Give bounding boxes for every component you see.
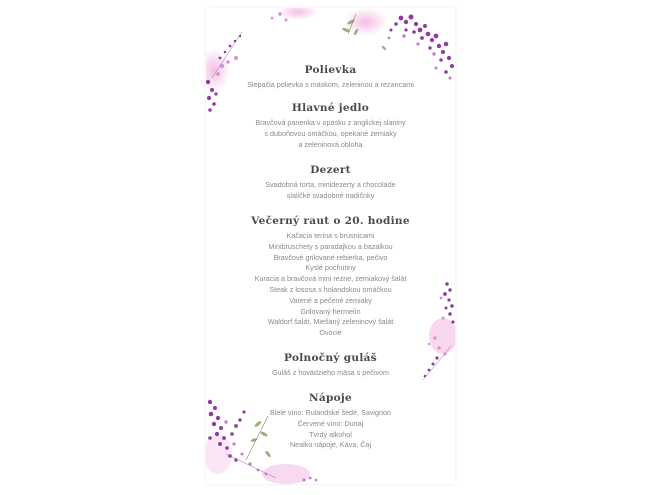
menu-item: Kyslé pochutiny xyxy=(305,263,356,273)
menu-item: a zeleninová obloha xyxy=(298,139,363,149)
section-title: Nápoje xyxy=(308,392,353,404)
section-items xyxy=(206,118,455,150)
section-title: Polievka xyxy=(304,64,357,76)
section-title: Dezert xyxy=(310,164,351,176)
menu-item: Kačacia terina s brusnicami xyxy=(286,231,375,240)
menu-item: Minibruschety s paradajkou a bazalkou xyxy=(268,241,393,251)
menu-item: Bravčová panenka v opasku z anglickej slaniny xyxy=(255,118,406,127)
menu-item: Grilovaný hermelín xyxy=(300,306,361,316)
menu-item: Nealko nápoje, Káva, Čaj xyxy=(289,440,372,450)
section-title: Hlavné jedlo xyxy=(291,102,370,114)
menu-item: Kuracia a bravčová mini rezne, zemiakový šalát xyxy=(254,274,407,284)
section-polnocny-gulas xyxy=(206,352,455,379)
section-items xyxy=(206,408,455,451)
menu-item: Tvrdý alkohol xyxy=(309,429,352,439)
section-items xyxy=(206,368,455,379)
menu-item: Waldorf šalát, Miešaný zeleninový šalát xyxy=(267,317,394,327)
section-items xyxy=(206,180,455,202)
section-items xyxy=(206,80,455,91)
menu-item: Biele víno: Rulandské šedé, Savignon xyxy=(269,408,392,417)
menu-card xyxy=(206,8,455,484)
section-items xyxy=(206,231,455,339)
section-polievka xyxy=(206,64,455,91)
section-hlavne-jedlo xyxy=(206,102,455,150)
menu-item: Bravčové grilované rebierka, pečivo xyxy=(273,252,388,262)
section-title: Polnočný guláš xyxy=(284,352,377,364)
menu-item: Ovocie xyxy=(319,328,342,338)
menu-item: Svadobná torta, minidezerty a chocolade xyxy=(265,180,396,189)
menu-item: Guláš z hovädzieho mäsa s pečivom xyxy=(271,368,390,377)
menu-item: s duboňovou omáčkou, opekané zemiaky xyxy=(264,128,397,138)
menu-item: slaličké svadobné tradičnky xyxy=(286,190,375,200)
section-vecerny-raut xyxy=(206,215,455,339)
menu-item: Varené a pečené zemiaky xyxy=(289,295,372,305)
section-dezert xyxy=(206,164,455,202)
menu-item: Steak z lososa s holandskou omáčkou xyxy=(269,284,392,294)
menu-item: Slepačia polievka s mäskom, zeleninou a rezancami xyxy=(247,80,414,89)
section-napoje xyxy=(206,392,455,451)
section-title: Večerný raut o 20. hodine xyxy=(251,215,410,227)
menu-item: Červené víno: Dunaj xyxy=(297,418,364,428)
